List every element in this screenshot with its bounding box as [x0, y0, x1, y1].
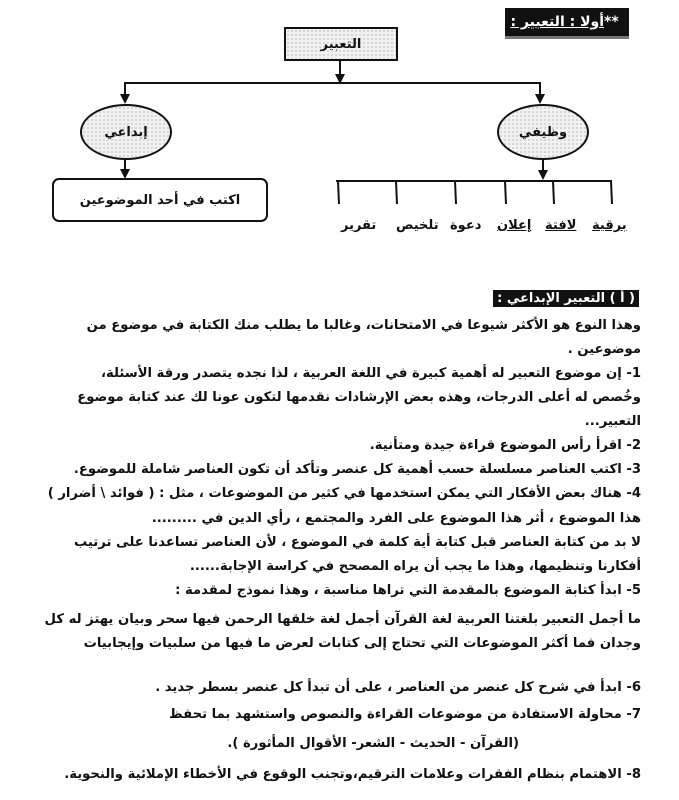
header-prefix: **	[604, 14, 624, 30]
text-line: موضوعين .	[567, 342, 641, 357]
child-label-telegram: برقية	[592, 218, 627, 233]
text-line: وخُصص له أعلى الدرجات، وهذه بعض الإرشادات نقدمها لتكون عونا لك عند كتابة موضوع	[77, 390, 641, 405]
text-line: 6- ابدأ في شرح كل عنصر من العناصر ، على أن تبدأ كل عنصر بسطر جديد .	[155, 680, 641, 695]
text-line: 5- ابدأ كتابة الموضوع بالمقدمة التي تراها مناسبة ، وهذا نموذج لمقدمة :	[175, 583, 641, 598]
child-label-invitation: دعوة	[450, 218, 482, 233]
diagram-creative-node: إبداعي	[80, 104, 172, 160]
text-line: 1- إن موضوع التعبير له أهمية كبيرة في اللغة العربية ، لذا نجده يتصدر ورقة الأسئلة،	[100, 366, 641, 381]
diagram-functional-node: وظيفي	[497, 104, 589, 160]
child-label-ad: إعلان	[497, 218, 532, 233]
text-line: هذا الموضوع ، أثر هذا الموضوع على الفرد والمجتمع ، رأي الدين في .........	[151, 511, 641, 526]
section-title: ( أ ) التعبير الإبداعي :	[493, 290, 639, 307]
text-line: لا بد من كتابة العناصر قبل كتابة أية كلمة في الموضوع ، لأن العناصر تساعدنا على ترتيب	[73, 535, 641, 550]
text-line: 7- محاولة الاستفادة من موضوعات القراءة والنصوص واستشهد بما تحفظ	[168, 707, 641, 722]
text-line: ما أجمل التعبير بلغتنا العربية لغة القرآن أجمل لغة خلقها الرحمن فيها سحر وبيان يهتز له كل	[44, 612, 641, 627]
text-line: وهذا النوع هو الأكثر شيوعا في الامتحانات، وغالبا ما يطلب منك الكتابة في موضوع من	[86, 318, 641, 333]
branch-line	[125, 83, 540, 100]
diagram-root-node: التعبير	[284, 27, 398, 61]
text-line: وجدان فما أكثر الموضوعات التي تحتاج إلى كتابات لعرض ما فيها من سلبيات وإيجابيات	[83, 636, 641, 651]
text-line: 3- اكتب العناصر مسلسلة حسب أهمية كل عنصر وتأكد أن تكون العناصر شاملة للموضوع.	[73, 462, 641, 477]
child-ticks	[338, 181, 612, 204]
diagram-creative-child: اكتب في أحد الموضوعين	[52, 178, 268, 222]
text-line: 8- الاهتمام بنظام الفقرات وعلامات الترقيم،وتجنب الوقوع في الأخطاء الإملائية والنحوية.	[64, 767, 641, 782]
child-label-banner: لافتة	[545, 218, 577, 233]
text-line: 4- هناك بعض الأفكار التي يمكن استخدمها في كثير من الموضوعات ، مثل : ( فوائد \ أضرار )	[47, 486, 641, 501]
text-line: التعبير...	[584, 414, 641, 429]
arrowheads	[120, 74, 548, 180]
header-title: أولا : التعبير :	[510, 14, 605, 30]
child-label-report: تقرير	[341, 218, 377, 233]
text-line: أفكارنا وتنظيمها، وهذا ما يجب أن يراه المصحح في كراسة الإجابة......	[189, 559, 641, 574]
text-line: (القرآن - الحديث - الشعر- الأقوال المأثورة ).	[227, 736, 519, 751]
text-line: 2- اقرأ رأس الموضوع قراءة جيدة ومتأنية.	[369, 438, 641, 453]
child-label-summary: تلخيص	[396, 218, 439, 233]
